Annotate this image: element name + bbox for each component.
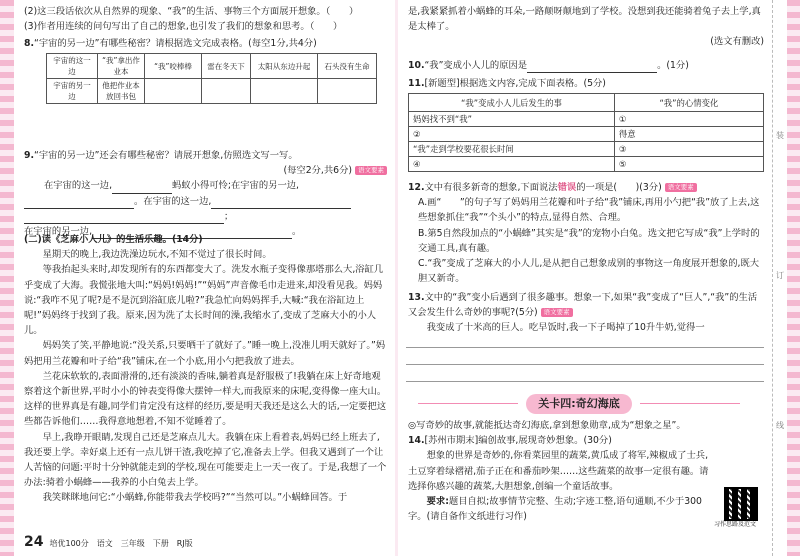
q11-head-mood: “我”的心情变化 (614, 94, 763, 112)
qr-code-label: 习作思路及范文 (714, 521, 757, 528)
question-9: 9.“宇宙的另一边”还会有哪些秘密？请展开想象,仿照选文写一写。 (每空2分,共6分) 语文要素 在宇宙的这一边, 蚂蚁小得可怜;在宇宙的另一边, 。在宇宙的这一边, ； 在宇宙的另一边, 。 (24, 148, 387, 239)
story-paragraph: 早上,我睁开眼睛,发现自己还是芝麻点儿大。我躺在床上看着表,妈妈已经上班去了,我还要上学。幸好桌上还有一点儿饼干渣,我吃掉了它,准备去上学。但我又遇到了一个让人苦恼的问题:平时十分钟就能走到的学校,现在可能要走上一天一夜了。于是,我想了一个办法:骑着小蜗蜂——我养的小白兔去上学。 (24, 431, 387, 489)
q8-answer-cell[interactable] (318, 79, 377, 104)
question-13 (408, 290, 764, 336)
q9-text: “宇宙的另一边”还会有哪些秘密？请展开想象,仿照选文写一写。 (34, 150, 298, 161)
q10-score: 。(1分) (657, 60, 689, 71)
q11-cell: “我”走到学校要花很长时间 (409, 142, 615, 157)
right-page (398, 0, 772, 556)
q14-tag: [苏州市期末] (424, 435, 479, 447)
q12-tag: 语文要素 (665, 183, 697, 192)
q8-number: 8. (24, 38, 35, 49)
q11-cell[interactable]: ③ (614, 142, 763, 157)
q9-blank[interactable] (211, 198, 351, 209)
q12-option-c[interactable]: C.“我”变成了芝麻大的小人儿,是从把自己想象成别的事物这一角度展开想象的,既大胆又新奇。 (418, 258, 760, 285)
question-14 (408, 418, 764, 524)
gutter-mark-bottom: 线 (776, 421, 784, 430)
q7-statement-2: (2)这三段话依次从自然界的现象、“我”的生活、事物三个方面展开想象。（ ） (24, 6, 359, 17)
part2-title: (二)读《芝麻小人儿》的生活乐趣。(14分) (24, 234, 203, 245)
q12-option-a[interactable]: A.画“ ”的句子写了妈妈用兰花瓣和叶子给“我”铺床,再用小勺把“我”放了上去,这些想象抓住“我”“个头小”的特点,显得自然、合理。 (418, 197, 760, 224)
q8-answer-cell[interactable] (202, 79, 251, 104)
q9-line2-b: ； (224, 210, 234, 222)
q14-req-label: 要求: (426, 496, 449, 508)
story-continuation (408, 4, 764, 50)
q8-row1-head: 宇宙的这一边 (47, 54, 98, 79)
question-10 (408, 58, 764, 73)
page-footer-left (24, 534, 193, 550)
level-banner-title: 关卡四:奇幻海底 (538, 397, 620, 410)
q11-text: 根据选文内容,完成下面表格。(5分) (459, 78, 606, 89)
q8-cell: 他把作业本放回书包 (98, 79, 145, 104)
story-paragraph: 妈妈笑了笑,平静地说:“没关系,只要晒干了就好了。”睡一晚上,没准儿明天就好了。”妈妈把用兰花瓣和叶子给“我”铺床,在一个小底,用小勺把我放了进去。 (24, 340, 386, 367)
q14-requirements: 题目自拟;故事情节完整、生动;字迹工整,语句通顺,不少于300字。(请自备作文纸进行习作) (408, 496, 702, 523)
q8-answer-cell[interactable] (145, 79, 202, 104)
q9-blank[interactable] (24, 213, 224, 224)
question-11 (408, 76, 764, 172)
q8-answer-cell[interactable] (251, 79, 318, 104)
story-paragraph: 等我抬起头来时,却发现所有的东西都变大了。洗发水瓶子变得像那塔那么大,浴缸几乎变成了大海。我慌张地大叫:“妈妈!妈妈!”“妈妈”声音像毛巾走进来,却没看见我。妈妈说:“我咋不见了呢?是不是沉到浴缸底儿啦?”我急忙向妈妈挥手,大喊:“我在浴缸边上呢!”妈妈终于找到了我。原来,因为洗了太长时间的澡,我缩水了,变成了芝麻大小的小人儿。 (24, 264, 384, 337)
q9-line1-a: 在宇宙的这一边, (44, 180, 113, 192)
q12-text-2: 的一项是( )(3分) (576, 182, 662, 193)
q11-cell: 得意 (614, 127, 763, 142)
q14-body: 想象的世界是奇妙的,你看菜园里的蔬菜,黄瓜成了将军,辣椒成了士兵,土豆穿着绿褶裙,茄子正在和番茄吵架……这些蔬菜的故事一定很有趣。请选择你感兴趣的蔬菜,大胆想象,创编一个童话故事。 (408, 450, 709, 492)
q12-option-b[interactable]: B.第5自然段加点的“小蜗蜂”其实是“我”的宠物小白兔。选文把它写成“我”上学时的交通工具,真有趣。 (418, 227, 760, 254)
q11-head-events: “我”变成小人儿后发生的事 (409, 94, 615, 112)
q13-example: 我变成了十米高的巨人。吃早饭时,我一下子喝掉了10升牛奶,觉得一 (426, 322, 705, 334)
q7-statements (24, 4, 387, 34)
q11-cell[interactable]: ⑤ (614, 157, 763, 172)
q8-table (46, 53, 377, 104)
gutter-mark-top: 装 (776, 131, 784, 140)
part2-reading (24, 232, 387, 506)
q9-blank[interactable] (112, 183, 172, 194)
q8-cell: “我”咬棒棒 (145, 54, 202, 79)
q11-number: 11. (408, 78, 425, 89)
level-intro: ◎写奇妙的故事,就能抵达奇幻海底,拿到想象勋章,成为“想象之星”。 (408, 420, 686, 431)
footer-text: 培优100分 语文 三年级 下册 RJ版 (49, 539, 193, 548)
q9-line2-a: 在宇宙的这一边, (143, 195, 212, 207)
q9-line1-b: 蚂蚁小得可怜;在宇宙的另一边, (172, 180, 299, 192)
q12-text: 文中有很多新奇的想象,下面说法 (424, 182, 558, 193)
q13-number: 13. (408, 292, 425, 303)
page-number: 24 (24, 534, 44, 550)
source-note: (选文有删改) (710, 36, 764, 48)
q8-row2-head: 宇宙的另一边 (47, 79, 98, 104)
left-page (14, 0, 395, 556)
q10-text: “我”变成小人儿的原因是 (424, 60, 528, 71)
q11-cell[interactable]: ② (409, 127, 615, 142)
story-paragraph: 兰花床软软的,表面滑滑的,还有淡淡的香味,躺着真是舒服极了!我躺在床上好奇地观察着这个新世界,平时小小的钟表变得像大摆钟一样大,而我原来的床呢,变得像一座大山。这样的世界真是有趣,同学们肯定没有这样的经历,要是明天我还是这么大的话,一定要把这些都告诉他们……我得意地想着,不知不觉睡着了。 (24, 370, 387, 428)
q13-text: 文中的“我”变小后遇到了很多趣事。想象一下,如果“我”变成了“巨人”,“我”的生活又会发生什么奇妙的事呢?(5分) (408, 292, 758, 319)
q11-tag: [新题型] (424, 78, 460, 89)
gutter-mark-mid: 订 (776, 271, 784, 280)
decorative-border-right (786, 0, 800, 556)
q8-cell: 石头没有生命 (318, 54, 377, 79)
q9-score: (每空2分,共6分) (283, 165, 353, 177)
level-banner (526, 394, 632, 414)
question-8 (24, 36, 387, 104)
qr-code-icon[interactable] (724, 487, 758, 521)
question-12 (408, 180, 764, 286)
q10-blank[interactable] (527, 62, 657, 73)
decorative-border-left (0, 0, 14, 556)
q13-answer-line[interactable] (406, 347, 764, 348)
q8-cell: 太阳从东边升起 (251, 54, 318, 79)
q11-cell: 妈妈找不到“我” (409, 112, 615, 127)
q14-number: 14. (408, 435, 425, 447)
q11-table (408, 93, 764, 172)
q12-number: 12. (408, 182, 425, 193)
q11-cell[interactable]: ① (614, 112, 763, 127)
q13-tag: 语文要素 (541, 308, 573, 317)
q14-text: 编创故事,展现奇妙想象。(30分) (478, 435, 612, 447)
q8-text: “宇宙的另一边”有哪些秘密？请根据选文完成表格。(每空1分,共4分) (34, 38, 317, 49)
q12-wrong-emphasis: 错误 (557, 182, 577, 193)
q8-cell: “我”拿出作业本 (98, 54, 145, 79)
story-paragraph: 星期天的晚上,我边洗澡边玩水,不知不觉过了很长时间。 (42, 249, 272, 261)
q7-statement-3: (3)作者用连续的问句写出了自己的想象,也引发了我们的想象和思考。（ ） (24, 21, 343, 33)
q9-line3-a: 在宇宙的另一边, (24, 226, 93, 238)
story-paragraph: 我笑眯眯地问它:“小蜗蜂,你能带我去学校吗?”“当然可以。”小蜗蜂回答。于 (42, 492, 348, 504)
q11-cell[interactable]: ④ (409, 157, 615, 172)
q13-answer-line[interactable] (406, 364, 764, 365)
q9-number: 9. (24, 150, 35, 161)
binding-gutter (772, 0, 787, 556)
q9-blank[interactable] (24, 198, 134, 209)
q10-number: 10. (408, 60, 425, 71)
q13-answer-line[interactable] (406, 381, 764, 382)
q9-tag: 语文要素 (355, 166, 387, 175)
q8-cell: 雷在冬天下 (202, 54, 251, 79)
story-end: 是,我紧紧抓着小蜗蜂的耳朵,一路颠呀颠地到了学校。没想到我还能骑着兔子去上学,真是太棒了。 (408, 6, 761, 33)
